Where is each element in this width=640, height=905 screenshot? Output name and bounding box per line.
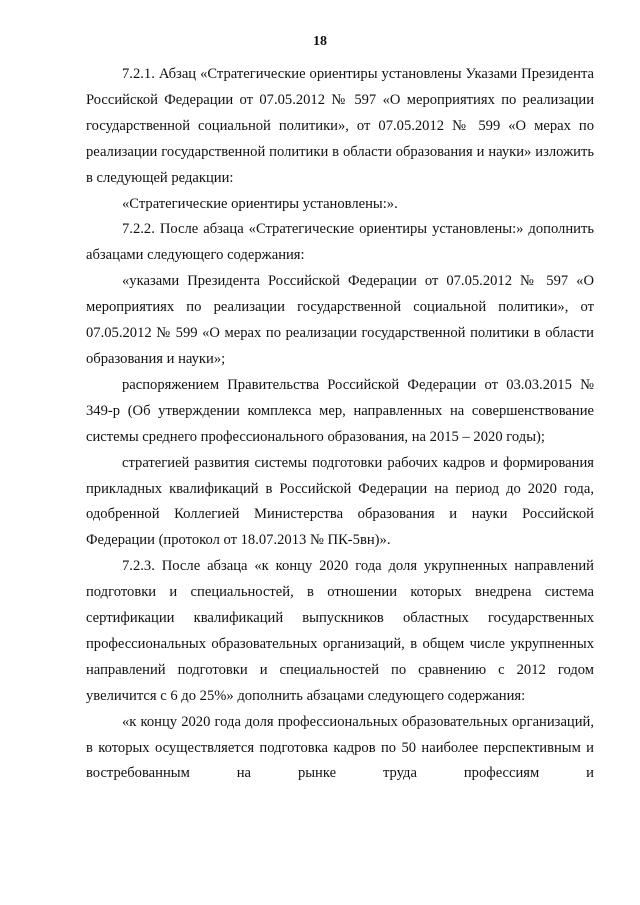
page-number: 18 <box>313 34 327 49</box>
paragraph-7-2-2: 7.2.2. После абзаца «Стратегические ориентиры установлены:» дополнить абзацами следующего содержания: <box>86 221 594 264</box>
paragraph-7-2-1: 7.2.1. Абзац «Стратегические ориентиры установлены Указами Президента Российской Федерации от 07.05.2012 № 597 «О мероприятиях по реализации государственной социальной политики», от 07.05.2012 № 599 «О мерах по реализации государственной политики в области образования и науки» изложить в следующей редакции: <box>86 66 594 186</box>
paragraph-rasporyazheniem: распоряжением Правительства Российской Федерации от 03.03.2015 № 349-р (Об утверждении комплекса мер, направленных на совершенствование системы среднего профессионального образования, на 2015 – 2020 годы); <box>86 376 594 445</box>
paragraph-k-kontsu-2020: «к концу 2020 года доля профессиональных образовательных организаций, в которых осуществляется подготовка кадров по 50 наиболее перспективным и востребованным на рынке труда профессиям и <box>86 713 594 782</box>
paragraph-7-2-3: 7.2.3. После абзаца «к концу 2020 года доля укрупненных направлений подготовки и специальностей, в отношении которых внедрена система сертификации квалификаций выпускников областных государственных профессиональных образовательных организаций, в общем числе укрупненных направлений подготовки и специальностей по сравнению с 2012 годом увеличится с 6 до 25%» дополнить абзацами следующего содержания: <box>86 558 594 704</box>
paragraph-strategiey: стратегией развития системы подготовки рабочих кадров и формирования прикладных квалификаций в Российской Федерации на период до 2020 года, одобренной Коллегией Министерства образования и науки Российской Федерации (протокол от 18.07.2013 № ПК-5вн)». <box>86 454 594 549</box>
document-body <box>86 62 594 787</box>
paragraph-quote-orientiry: «Стратегические ориентиры установлены:». <box>122 195 398 212</box>
paragraph-ukazami: «указами Президента Российской Федерации от 07.05.2012 № 597 «О мероприятиях по реализации государственной социальной политики», от 07.05.2012 № 599 «О мерах по реализации государственной политики в области образования и науки»; <box>86 273 594 367</box>
